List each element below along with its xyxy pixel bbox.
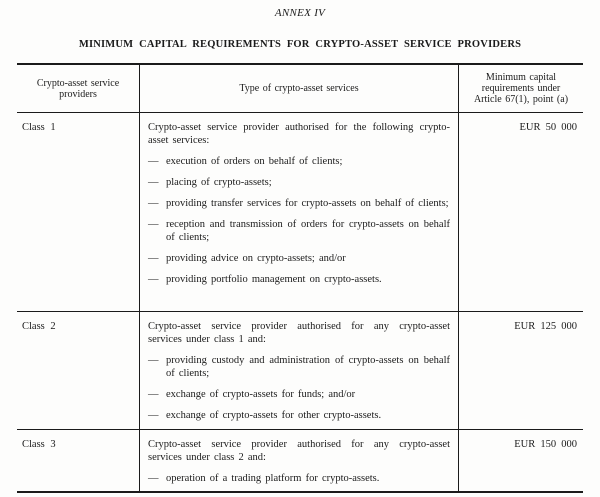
table-row bbox=[17, 113, 583, 311]
dash-marker: — bbox=[148, 410, 159, 421]
document-page bbox=[0, 7, 600, 493]
dash-marker: — bbox=[148, 198, 159, 209]
service-text: providing transfer services for crypto-assets on behalf of clients; bbox=[166, 198, 449, 209]
amount-value: EUR 50 000 bbox=[519, 122, 577, 133]
services-cell bbox=[140, 312, 459, 429]
service-text: exchange of crypto-assets for other crypto-assets. bbox=[166, 410, 382, 421]
table-row bbox=[17, 429, 583, 491]
service-text: placing of crypto-assets; bbox=[166, 177, 272, 188]
services-cell bbox=[140, 113, 459, 311]
service-text: execution of orders on behalf of clients; bbox=[166, 156, 343, 167]
dash-marker: — bbox=[148, 253, 159, 264]
dash-marker: — bbox=[148, 274, 159, 285]
dash-marker: — bbox=[148, 156, 159, 167]
table-row bbox=[17, 311, 583, 429]
service-text: providing portfolio management on crypto-assets. bbox=[166, 274, 382, 285]
page-title: MINIMUM CAPITAL REQUIREMENTS FOR CRYPTO-ASSET SERVICE PROVIDERS bbox=[78, 39, 522, 50]
dash-marker: — bbox=[148, 389, 159, 400]
row-intro: Crypto-asset service provider authorised for the following crypto-asset services: bbox=[148, 122, 450, 146]
class-label: Class 3 bbox=[17, 430, 140, 491]
service-item bbox=[148, 472, 450, 485]
service-text: reception and transmission of orders for crypto-assets on behalf of clients; bbox=[166, 219, 450, 243]
dash-marker: — bbox=[148, 219, 159, 230]
amount-value: EUR 150 000 bbox=[514, 439, 577, 450]
service-text: providing custody and administration of crypto-assets on behalf of clients; bbox=[166, 355, 450, 379]
row-intro: Crypto-asset service provider authorised for any crypto-asset services under class 2 and: bbox=[148, 439, 450, 463]
services-cell bbox=[140, 430, 459, 491]
service-item bbox=[148, 388, 450, 401]
service-item bbox=[148, 155, 450, 168]
table-header-row bbox=[17, 65, 583, 113]
service-item bbox=[148, 273, 450, 286]
dash-marker: — bbox=[148, 177, 159, 188]
service-item bbox=[148, 252, 450, 265]
service-text: providing advice on crypto-assets; and/or bbox=[166, 253, 346, 264]
dash-marker: — bbox=[148, 355, 159, 366]
table-body bbox=[17, 113, 583, 491]
service-text: exchange of crypto-assets for funds; and/or bbox=[166, 389, 356, 400]
amount-value: EUR 125 000 bbox=[514, 321, 577, 332]
service-item bbox=[148, 409, 450, 422]
service-item bbox=[148, 218, 450, 244]
service-text: operation of a trading platform for crypto-assets. bbox=[166, 473, 380, 484]
row-intro: Crypto-asset service provider authorised for any crypto-asset services under class 1 and: bbox=[148, 321, 450, 345]
service-item bbox=[148, 176, 450, 189]
service-item bbox=[148, 354, 450, 380]
class-label: Class 1 bbox=[17, 113, 140, 311]
column-header-providers: Crypto-asset service providers bbox=[17, 65, 140, 112]
capital-requirements-table bbox=[17, 63, 583, 493]
class-label: Class 2 bbox=[17, 312, 140, 429]
column-header-services: Type of crypto-asset services bbox=[140, 65, 459, 112]
service-item bbox=[148, 197, 450, 210]
annex-label: ANNEX IV bbox=[274, 7, 326, 19]
dash-marker: — bbox=[148, 473, 159, 484]
column-header-capital: Minimum capital requirements under Article 67(1), point (a) bbox=[473, 72, 569, 105]
